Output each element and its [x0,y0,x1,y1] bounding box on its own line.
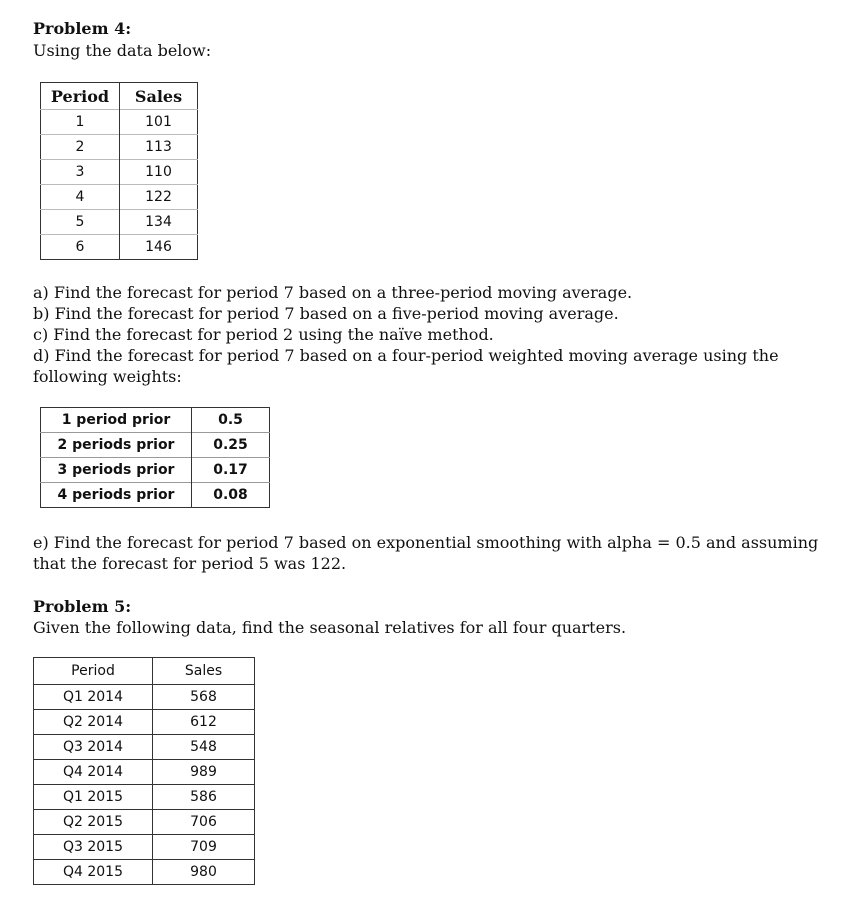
table-cell: 548 [153,735,255,760]
column-header: Period [34,658,153,685]
column-header: Period [41,83,120,110]
table-row [41,433,270,458]
table-row [41,185,198,210]
table-row [34,735,255,760]
table-cell: 3 periods prior [41,458,192,483]
table-row [41,110,198,135]
table-cell: 568 [153,685,255,710]
table-cell: 0.17 [192,458,270,483]
table-cell: 586 [153,785,255,810]
table-cell: Q2 2014 [34,710,153,735]
table-cell: 4 [41,185,120,210]
problem5-title: Problem 5: [33,597,132,616]
table-cell: Q3 2014 [34,735,153,760]
table-row [41,210,198,235]
question-e: e) Find the forecast for period 7 based on exponential smoothing with alpha = 0.5 and assuming [33,533,819,552]
table-row [41,483,270,508]
column-header: Sales [184,663,223,679]
question-c: c) Find the forecast for period 2 using the naïve method. [33,325,494,344]
table-cell: 134 [120,210,198,235]
table-cell: 122 [120,185,198,210]
table-row [41,458,270,483]
table-cell: 2 [41,135,120,160]
seasonal-table [33,657,255,885]
table-header-row [34,658,255,685]
table-cell: 4 periods prior [41,483,192,508]
table-cell: Q3 2015 [34,835,153,860]
table-cell: 1 period prior [41,408,192,433]
table-row [34,760,255,785]
table-cell: Q2 2015 [34,810,153,835]
table-cell: 3 [41,160,120,185]
table-row [41,160,198,185]
table-cell: 612 [153,710,255,735]
problem5-intro: Given the following data, find the seasonal relatives for all four quarters. [33,618,627,637]
table-row [34,685,255,710]
table-cell: Q4 2014 [34,760,153,785]
table-cell: Q1 2014 [34,685,153,710]
question-a: a) Find the forecast for period 7 based on a three-period moving average. [33,283,633,302]
table-cell: 101 [120,110,198,135]
table-cell: 706 [153,810,255,835]
table-cell: 989 [153,760,255,785]
table-cell: 1 [41,110,120,135]
table-cell: 146 [120,235,198,260]
table-cell: Q4 2015 [34,860,153,885]
table-cell: 0.08 [192,483,270,508]
table-row [41,235,198,260]
question-e-continued: that the forecast for period 5 was 122. [33,554,347,573]
column-header: Sales [134,86,183,106]
table-row [34,835,255,860]
question-d-continued: following weights: [33,367,182,386]
question-b: b) Find the forecast for period 7 based on a five-period moving average. [33,304,619,323]
question-d: d) Find the forecast for period 7 based on a four-period weighted moving average using the [33,346,779,365]
table-header-row [41,83,198,110]
table-row [34,785,255,810]
table-cell: 110 [120,160,198,185]
table-cell: 709 [153,835,255,860]
table-cell: 113 [120,135,198,160]
problem4-intro: Using the data below: [33,41,212,60]
weights-table [40,407,270,508]
table-row [34,810,255,835]
table-cell: 0.5 [218,412,243,428]
table-cell: 5 [41,210,120,235]
table-cell: 2 periods prior [41,433,192,458]
table-row [41,135,198,160]
problem4-title: Problem 4: [33,19,132,38]
table-cell: Q1 2015 [34,785,153,810]
table-cell: 980 [153,860,255,885]
table-row [41,408,270,433]
table-cell: 0.25 [192,433,270,458]
sales-table [40,82,198,260]
table-row [34,860,255,885]
table-cell: 6 [41,235,120,260]
table-row [34,710,255,735]
